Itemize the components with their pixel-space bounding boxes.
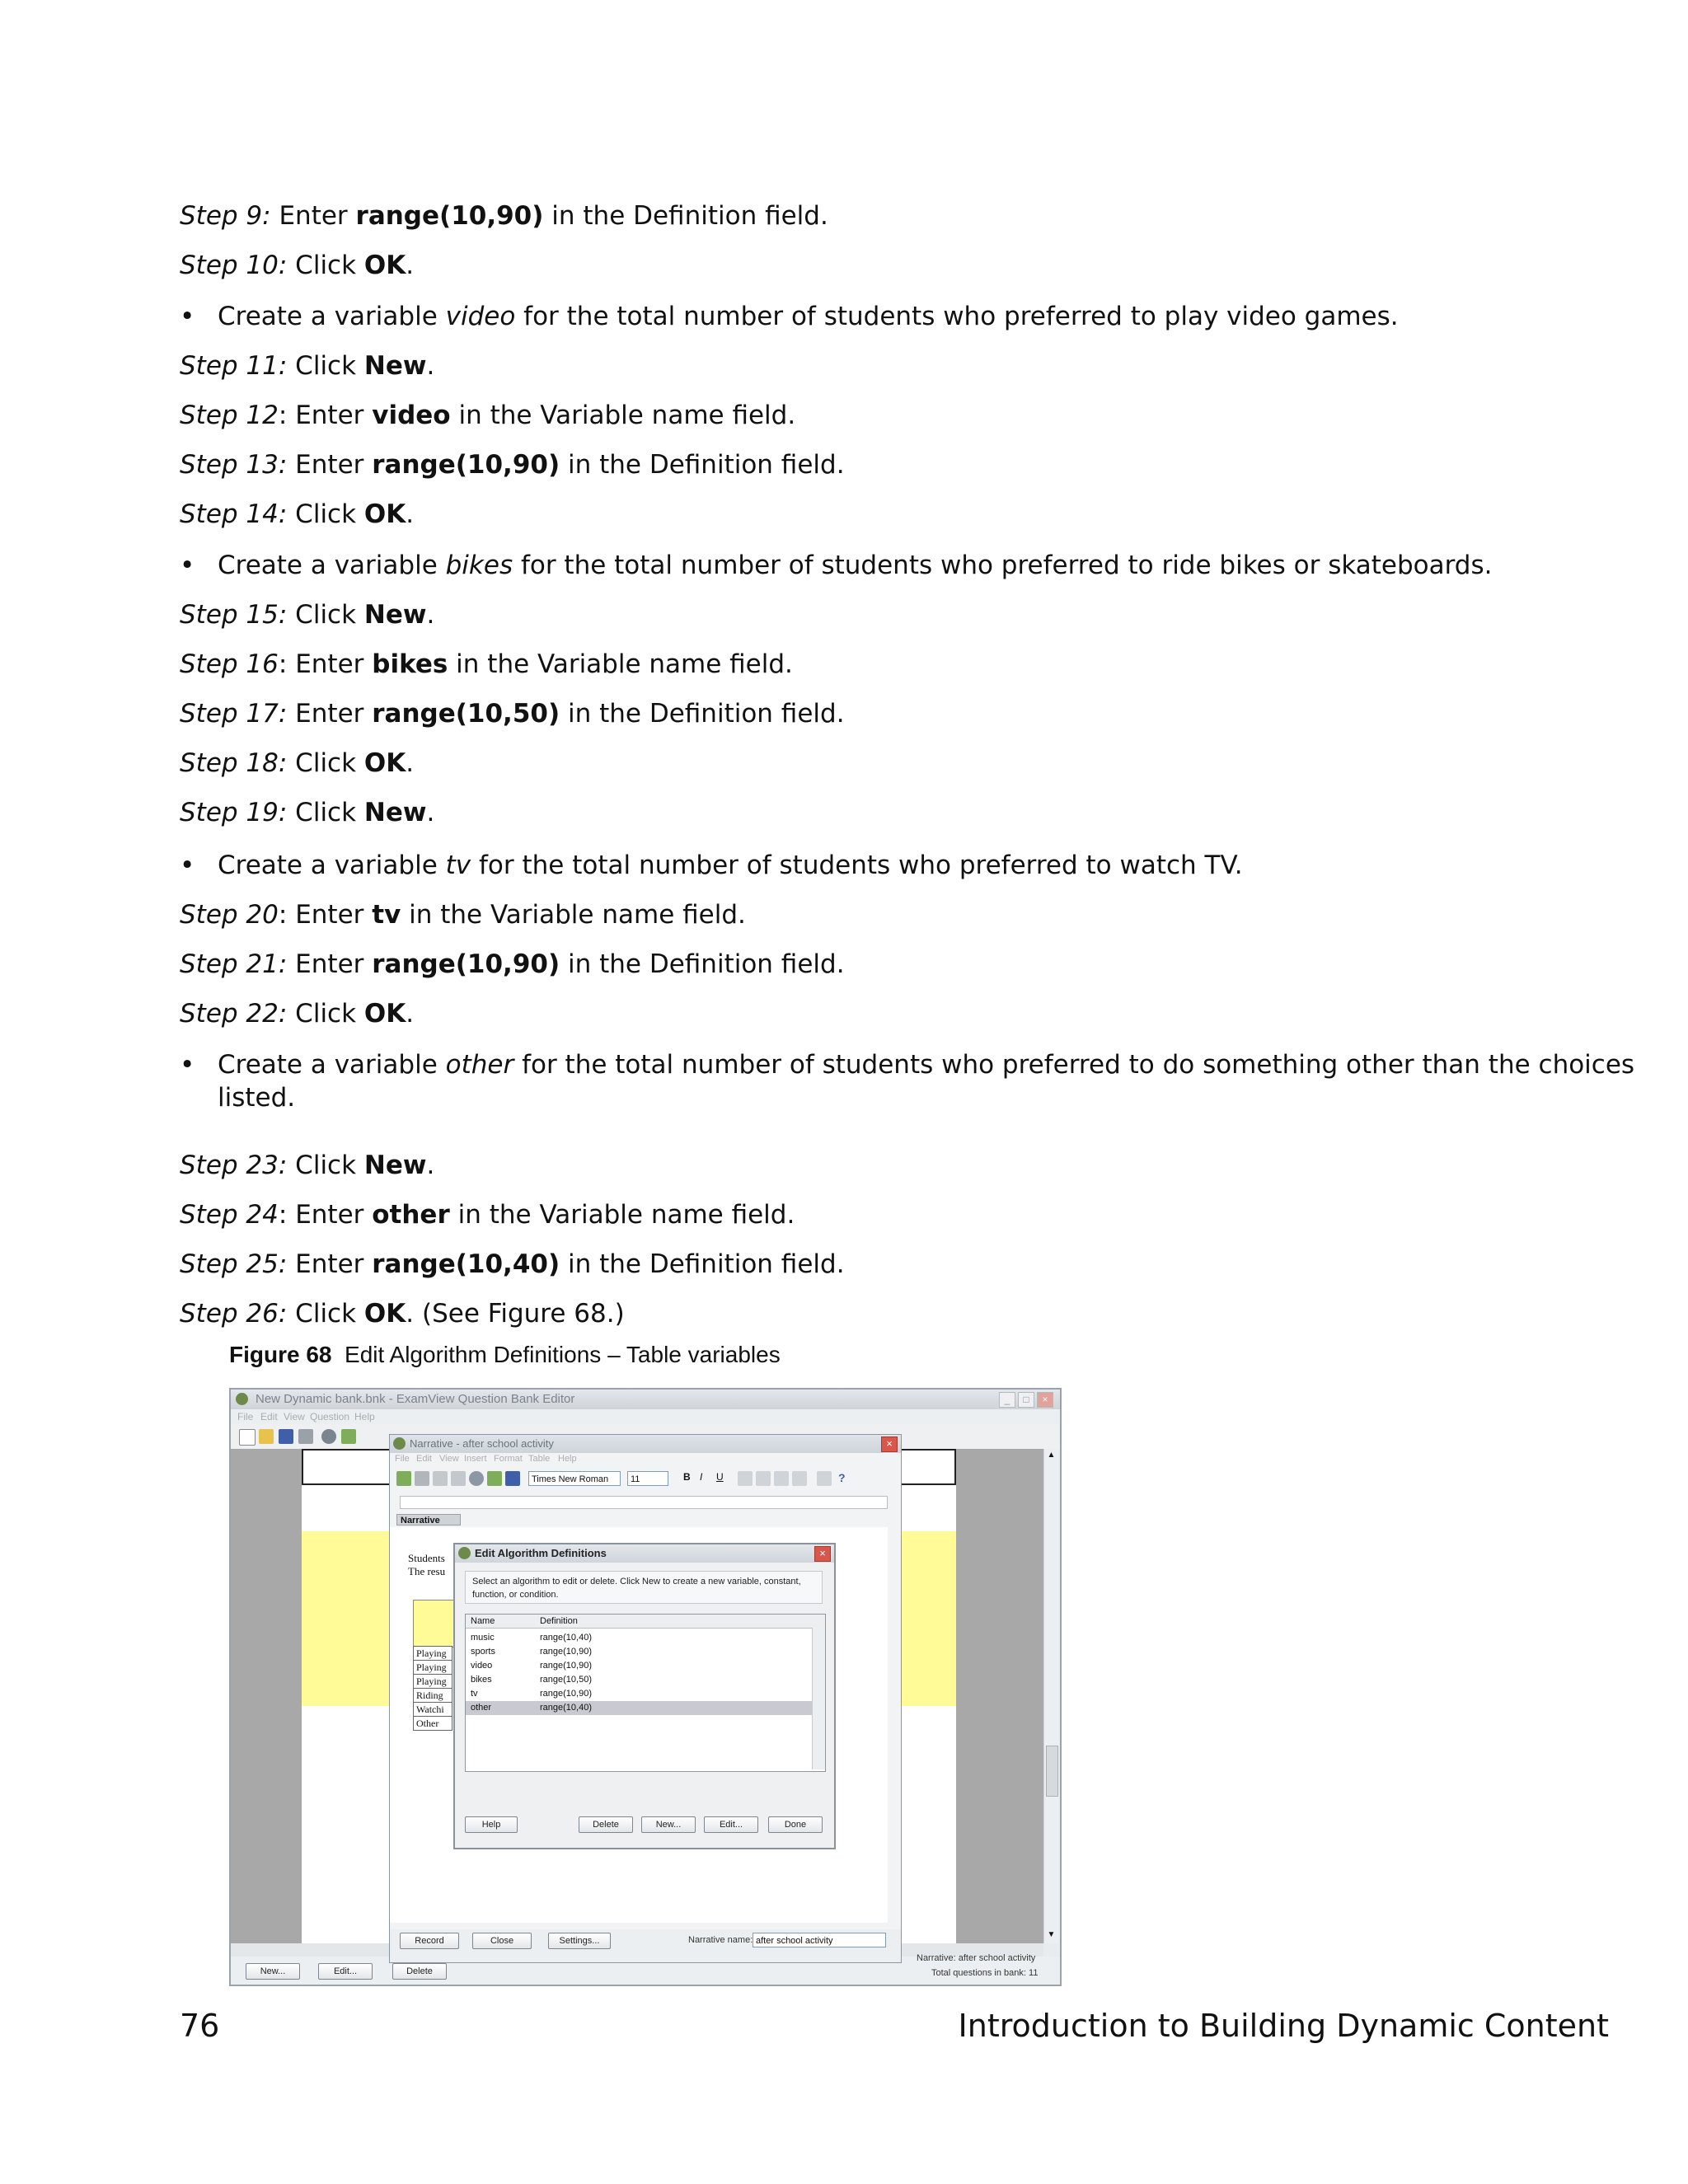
underline-icon[interactable]: U (716, 1471, 724, 1483)
app-icon (236, 1393, 248, 1405)
print-icon[interactable] (298, 1429, 313, 1444)
close-icon[interactable]: × (1037, 1392, 1053, 1408)
algorithm-name: sports (471, 1647, 495, 1657)
bullet-icon: • (180, 1050, 195, 1080)
doc-table-row: Other (413, 1717, 452, 1731)
text-run: New (363, 351, 427, 381)
algorithm-name: music (471, 1633, 495, 1643)
step-label: Step 14: (180, 499, 288, 529)
text-run: range(10,90) (355, 201, 544, 231)
bullet-icon: • (180, 851, 195, 880)
step-line (180, 399, 795, 432)
column-name[interactable]: Name (471, 1616, 495, 1626)
spell-icon[interactable] (396, 1471, 411, 1486)
text-run: for the total number of students who preferred to do something other than the choices (513, 1050, 1635, 1080)
text-run: Click (287, 1151, 364, 1180)
step-line (180, 448, 845, 481)
algorithm-definition: range(10,90) (540, 1661, 592, 1671)
open-folder-icon[interactable] (259, 1429, 274, 1444)
text-run: range(10,50) (372, 699, 560, 729)
doc-table-row: Watchi (413, 1703, 452, 1717)
scroll-thumb[interactable] (1046, 1746, 1058, 1797)
status-total-questions: Total questions in bank: 11 (931, 1968, 1039, 1978)
algorithm-name: bikes (471, 1675, 492, 1685)
maximize-icon[interactable]: □ (1018, 1392, 1034, 1408)
algorithm-definition: range(10,50) (540, 1675, 592, 1685)
step-line (180, 498, 414, 531)
dialog-help-button[interactable]: Help (465, 1816, 518, 1833)
dialog-delete-button[interactable]: Delete (579, 1816, 633, 1833)
text-run: New (363, 600, 427, 630)
step-label: Step 25: (180, 1249, 288, 1279)
step-line (180, 948, 845, 981)
align-center-icon[interactable] (756, 1471, 771, 1486)
step-label: Step 19: (180, 798, 288, 827)
edit-question-button[interactable]: Edit... (318, 1963, 373, 1980)
bullet-text (218, 849, 1243, 882)
step-label: Step 20 (180, 900, 279, 930)
step-label: Step 16 (180, 649, 279, 679)
text-run: Create a variable (218, 302, 446, 331)
delete-question-button[interactable]: Delete (392, 1963, 447, 1980)
text-run: : Enter (278, 401, 373, 430)
text-run: OK (363, 748, 406, 778)
menu-question[interactable]: Question (310, 1411, 350, 1422)
tool-icon[interactable] (341, 1429, 356, 1444)
cut-icon[interactable] (415, 1471, 429, 1486)
bullet-icon: • (180, 551, 195, 580)
save-icon[interactable] (279, 1429, 293, 1444)
dialog-title: Edit Algorithm Definitions (475, 1547, 607, 1559)
text-run: Click (287, 999, 364, 1029)
narr-menu-edit[interactable]: Edit (416, 1454, 432, 1464)
text-run: Click (287, 499, 364, 529)
figure-caption (229, 1340, 781, 1370)
text-run: New (363, 798, 427, 827)
align-left-icon[interactable] (738, 1471, 753, 1486)
narrative-save-icon[interactable] (505, 1471, 520, 1486)
app-menubar (231, 1409, 1060, 1424)
step-line (180, 349, 434, 382)
menu-help[interactable]: Help (354, 1411, 375, 1422)
step-line (180, 1149, 434, 1182)
text-run: Click (287, 600, 364, 630)
text-run: tv (445, 851, 471, 880)
step-line (180, 796, 434, 829)
text-run: bikes (372, 649, 448, 679)
page-number: 76 (180, 2008, 220, 2044)
dialog-icon (458, 1547, 471, 1559)
copy-icon[interactable] (433, 1471, 448, 1486)
algorithm-definition: range(10,90) (540, 1689, 592, 1699)
step-line (180, 898, 746, 931)
text-run: . (406, 748, 415, 778)
new-file-icon[interactable] (239, 1429, 256, 1446)
text-run: : Enter (278, 649, 373, 679)
font-size-select[interactable]: 11 (627, 1471, 668, 1486)
algorithm-name: other (471, 1703, 492, 1713)
vertical-scrollbar[interactable] (1043, 1449, 1059, 1943)
dialog-new-button[interactable]: New... (641, 1816, 696, 1833)
figure-title: Edit Algorithm Definitions – Table variables (345, 1342, 781, 1367)
text-run: in the Definition field. (560, 949, 845, 979)
bullet-text (218, 1048, 1634, 1081)
narrative-titlebar (390, 1435, 901, 1453)
search-icon[interactable] (321, 1429, 336, 1444)
text-run: in the Variable name field. (448, 649, 793, 679)
scroll-down-icon[interactable]: ▼ (1047, 1930, 1056, 1939)
text-run: Enter (287, 949, 373, 979)
text-run: range(10,90) (372, 949, 560, 979)
text-run: . (426, 600, 435, 630)
narrative-icon (393, 1437, 406, 1450)
narrative-close-icon[interactable]: × (881, 1436, 898, 1452)
settings-button[interactable]: Settings... (548, 1933, 611, 1949)
scroll-up-icon[interactable]: ▲ (1047, 1451, 1056, 1460)
step-label: Step 12 (180, 401, 279, 430)
narrative-menubar (390, 1453, 901, 1466)
text-run: video (372, 401, 451, 430)
bullet-text (218, 549, 1493, 582)
text-run: . (406, 999, 415, 1029)
book-title: Introduction to Building Dynamic Content (958, 2008, 1609, 2044)
step-line (180, 1297, 625, 1330)
app-titlebar (231, 1390, 1060, 1409)
step-label: Step 11: (180, 351, 288, 381)
text-run: OK (363, 499, 406, 529)
text-run: range(10,90) (372, 450, 560, 480)
text-run: in the Variable name field. (449, 1200, 795, 1230)
figure-label: Figure 68 (229, 1342, 332, 1367)
doc-line-2: The resu (408, 1565, 446, 1577)
text-run: . (426, 1151, 435, 1180)
step-label: Step 13: (180, 450, 288, 480)
step-line (180, 249, 414, 282)
narrative-toolbar (390, 1466, 901, 1491)
narr-menu-help[interactable]: Help (558, 1454, 577, 1464)
step-label: Step 18: (180, 748, 288, 778)
text-run: bikes (445, 551, 513, 580)
step-line (180, 199, 828, 232)
step-label: Step 23: (180, 1151, 288, 1180)
ruler (400, 1496, 888, 1509)
text-run: : Enter (278, 1200, 373, 1230)
app-title: New Dynamic bank.bnk - ExamView Question Bank Editor (256, 1392, 575, 1406)
dialog-edit-button[interactable]: Edit... (704, 1816, 758, 1833)
algorithm-row[interactable] (466, 1659, 812, 1673)
step-line (180, 697, 845, 730)
text-run: in the Definition field. (560, 450, 845, 480)
narr-menu-file[interactable]: File (395, 1454, 410, 1464)
step-line (180, 1248, 845, 1281)
step-line (180, 1198, 795, 1231)
algorithm-definition: range(10,90) (540, 1647, 592, 1657)
menu-file[interactable]: File (237, 1411, 254, 1422)
narr-menu-view[interactable]: View (439, 1454, 459, 1464)
text-run: for the total number of students who preferred to watch TV. (471, 851, 1243, 880)
menu-view[interactable]: View (284, 1411, 305, 1422)
dialog-titlebar (455, 1544, 834, 1563)
narr-menu-format[interactable]: Format (494, 1454, 523, 1464)
list-scrollbar[interactable] (812, 1628, 825, 1769)
text-run: for the total number of students who preferred to ride bikes or skateboards. (513, 551, 1493, 580)
step-line (180, 598, 434, 631)
algorithm-row[interactable] (466, 1631, 812, 1645)
text-run: in the Variable name field. (401, 900, 746, 930)
text-run: Create a variable (218, 551, 446, 580)
bullet-icon: • (180, 302, 195, 331)
algorithm-row[interactable] (466, 1701, 812, 1715)
algorithm-name: video (471, 1661, 493, 1671)
doc-line-1: Students (408, 1552, 445, 1564)
text-run: Click (287, 251, 364, 280)
doc-table-row: Riding (413, 1689, 452, 1703)
step-line (180, 648, 793, 681)
dialog-close-icon[interactable]: × (814, 1546, 831, 1562)
text-run: Click (287, 798, 364, 827)
text-run: in the Definition field. (560, 1249, 845, 1279)
text-run: . (426, 798, 435, 827)
dialog-instructions: Select an algorithm to edit or delete. Click New to create a new variable, constant, function, or condition. (465, 1571, 823, 1604)
doc-table-row: Playing (413, 1675, 452, 1689)
step-label: Step 9: (180, 201, 271, 231)
workspace-left (231, 1449, 302, 1943)
text-run: for the total number of students who preferred to play video games. (515, 302, 1399, 331)
text-run: in the Variable name field. (450, 401, 796, 430)
justify-icon[interactable] (792, 1471, 807, 1486)
step-label: Step 15: (180, 600, 288, 630)
text-run: Enter (287, 450, 373, 480)
bullet-text (218, 300, 1399, 333)
workspace-right (956, 1449, 1043, 1943)
narrative-tab[interactable]: Narrative (396, 1514, 461, 1526)
algorithm-definition: range(10,40) (540, 1703, 592, 1713)
dialog-done-button[interactable]: Done (768, 1816, 823, 1833)
step-line (180, 997, 414, 1030)
doc-table-row: Playing (413, 1646, 452, 1661)
text-run: Click (287, 351, 364, 381)
text-run: Create a variable (218, 1050, 446, 1080)
algorithm-row[interactable] (466, 1673, 812, 1687)
text-run: Click (287, 1299, 364, 1329)
text-run: Enter (270, 201, 356, 231)
bullet-text-continued: listed. (218, 1083, 296, 1113)
text-run: Enter (287, 699, 373, 729)
narr-menu-table[interactable]: Table (528, 1454, 551, 1464)
figure-68-screenshot (229, 1388, 1062, 1986)
tab-stop-icon[interactable] (817, 1471, 832, 1486)
algorithm-row[interactable] (466, 1645, 812, 1659)
text-run: other (445, 1050, 514, 1080)
narrative-name-label: Narrative name: (688, 1935, 753, 1945)
text-run: Create a variable (218, 851, 446, 880)
step-line (180, 747, 414, 780)
list-header (466, 1615, 825, 1629)
bold-icon[interactable]: B (683, 1471, 691, 1483)
column-definition[interactable]: Definition (540, 1616, 578, 1626)
find-icon[interactable] (469, 1471, 484, 1486)
narrative-name-field[interactable]: after school activity (753, 1933, 886, 1947)
doc-table (413, 1646, 452, 1731)
text-run: OK (363, 1299, 406, 1329)
narr-menu-insert[interactable]: Insert (464, 1454, 487, 1464)
italic-icon[interactable]: I (700, 1471, 703, 1483)
text-run: . (406, 251, 415, 280)
text-run: Click (287, 748, 364, 778)
edit-algorithm-dialog (453, 1543, 836, 1849)
text-run: tv (372, 900, 401, 930)
text-run: : Enter (278, 900, 373, 930)
record-button[interactable]: Record (400, 1933, 459, 1949)
text-run: video (445, 302, 516, 331)
step-label: Step 21: (180, 949, 288, 979)
step-label: Step 17: (180, 699, 288, 729)
text-run: Enter (287, 1249, 373, 1279)
step-label: Step 10: (180, 251, 288, 280)
minimize-icon[interactable]: _ (999, 1392, 1015, 1408)
help-icon[interactable]: ? (838, 1471, 846, 1484)
text-run: OK (363, 251, 406, 280)
text-run: . (426, 351, 435, 381)
text-run: . (406, 499, 415, 529)
text-run: other (372, 1200, 450, 1230)
text-run: in the Definition field. (560, 699, 845, 729)
text-run: . (See Figure 68.) (406, 1299, 625, 1329)
status-narrative: Narrative: after school activity (917, 1953, 1036, 1963)
text-run: New (363, 1151, 427, 1180)
step-label: Step 26: (180, 1299, 288, 1329)
text-run: in the Definition field. (543, 201, 828, 231)
menu-edit[interactable]: Edit (260, 1411, 278, 1422)
align-right-icon[interactable] (774, 1471, 789, 1486)
paste-icon[interactable] (451, 1471, 466, 1486)
narrative-title: Narrative - after school activity (410, 1437, 554, 1450)
doc-table-header (413, 1600, 454, 1647)
step-label: Step 22: (180, 999, 288, 1029)
text-run: range(10,40) (372, 1249, 560, 1279)
algorithm-definition: range(10,40) (540, 1633, 592, 1643)
font-name-select[interactable]: Times New Roman (528, 1471, 621, 1486)
step-label: Step 24 (180, 1200, 279, 1230)
close-button[interactable]: Close (472, 1933, 532, 1949)
format-icon[interactable] (487, 1471, 502, 1486)
new-question-button[interactable]: New... (246, 1963, 300, 1980)
doc-table-row: Playing (413, 1661, 452, 1675)
text-run: OK (363, 999, 406, 1029)
algorithm-row[interactable] (466, 1687, 812, 1701)
algorithm-name: tv (471, 1689, 478, 1699)
narrative-bottom-bar (390, 1929, 901, 1962)
algorithm-list[interactable] (465, 1614, 826, 1772)
